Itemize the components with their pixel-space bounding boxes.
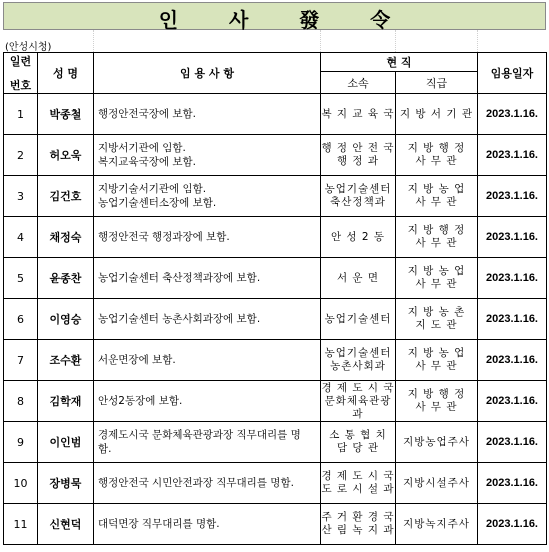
serial-number-cell: 2	[4, 135, 38, 176]
serial-number-cell: 11	[4, 504, 38, 545]
header-serial-a: 일련	[9, 55, 32, 68]
name-cell: 윤종찬	[38, 258, 94, 299]
date-cell: 2023.1.16.	[478, 258, 547, 299]
detail-line: 지방서기관에 임함.	[98, 142, 186, 154]
name-cell: 김건호	[38, 176, 94, 217]
aff-line: 농촌사회과	[330, 360, 386, 372]
rank-line: 지 방 행 정	[407, 388, 466, 400]
serial-number-cell: 6	[4, 299, 38, 340]
affiliation-cell	[321, 340, 396, 381]
affiliation-cell	[321, 258, 396, 299]
affiliation-cell	[321, 94, 396, 135]
detail-line: 함.	[98, 443, 112, 455]
table-row	[4, 94, 547, 135]
aff-line: 복 지 교 육 국	[321, 107, 395, 120]
rank-line: 지 방 농 업	[407, 347, 466, 359]
rank-line: 사 무 관	[415, 360, 458, 372]
date-cell: 2023.1.16.	[478, 422, 547, 463]
name-cell: 이인범	[38, 422, 94, 463]
header-rank: 직급	[396, 72, 478, 94]
serial-number-cell: 9	[4, 422, 38, 463]
name-cell: 채정숙	[38, 217, 94, 258]
detail-line: 행정안전국 시민안전과장 직무대리를 명함.	[98, 477, 294, 489]
rank-line: 사 무 관	[415, 278, 458, 290]
table-row	[4, 340, 547, 381]
detail-cell	[94, 504, 321, 545]
serial-number-cell: 5	[4, 258, 38, 299]
rank-cell	[396, 217, 478, 258]
rank-line: 지 방 서 기 관	[399, 107, 474, 120]
aff-line: 서 운 면	[336, 271, 380, 284]
aff-line: 담 당 관	[336, 442, 380, 454]
header-name: 성 명	[38, 53, 94, 94]
rank-line: 지 방 행 정	[407, 142, 466, 154]
detail-cell	[94, 340, 321, 381]
title-band	[3, 2, 546, 30]
table-row	[4, 381, 547, 422]
serial-number-cell: 3	[4, 176, 38, 217]
date-cell: 2023.1.16.	[478, 340, 547, 381]
rank-cell	[396, 340, 478, 381]
document-title: 인 사 發 令	[158, 8, 413, 32]
detail-line: 대덕면장 직무대리를 명함.	[98, 518, 220, 530]
rank-cell	[396, 135, 478, 176]
name-cell: 이영승	[38, 299, 94, 340]
rank-line: 지 도 관	[415, 319, 458, 331]
detail-cell	[94, 135, 321, 176]
aff-line: 도 로 시 설 과	[321, 483, 395, 495]
table-row	[4, 258, 547, 299]
affiliation-cell	[321, 176, 396, 217]
aff-line: 안 성 2 동	[330, 230, 386, 243]
rank-line: 지 방 행 정	[407, 224, 466, 236]
rank-cell	[396, 176, 478, 217]
header-date: 임용일자	[478, 53, 547, 94]
aff-line: 과	[352, 407, 364, 420]
detail-line: 행정안전국 행정과장에 보함.	[98, 231, 230, 243]
header-serial-b: 번호	[9, 79, 32, 92]
detail-cell	[94, 258, 321, 299]
detail-cell	[94, 176, 321, 217]
date-cell: 2023.1.16.	[478, 463, 547, 504]
appointment-table	[3, 52, 547, 545]
serial-number-cell: 1	[4, 94, 38, 135]
date-cell: 2023.1.16.	[478, 176, 547, 217]
name-cell: 김학재	[38, 381, 94, 422]
date-cell: 2023.1.16.	[478, 94, 547, 135]
detail-line: 행정안전국장에 보함.	[98, 108, 196, 120]
detail-line: 지방기술서기관에 임함.	[98, 183, 207, 195]
name-cell: 장병묵	[38, 463, 94, 504]
rank-line: 지 방 농 업	[407, 265, 466, 277]
table-row	[4, 217, 547, 258]
detail-cell	[94, 94, 321, 135]
aff-line: 농업기술센터	[324, 347, 392, 359]
aff-line: 경 제 도 시 국	[321, 470, 395, 482]
detail-cell	[94, 299, 321, 340]
aff-line: 문화체육관광	[324, 394, 392, 407]
header-serial-number	[4, 53, 38, 94]
table-row	[4, 299, 547, 340]
date-cell: 2023.1.16.	[478, 299, 547, 340]
affiliation-cell	[321, 299, 396, 340]
name-cell: 박종철	[38, 94, 94, 135]
detail-line: 농업기술센터 축산정책과장에 보함.	[98, 272, 261, 284]
aff-line: 행 정 과	[336, 155, 380, 167]
rank-cell	[396, 422, 478, 463]
detail-line: 복지교육국장에 보함.	[98, 156, 196, 168]
rank-line: 사 무 관	[415, 401, 458, 413]
rank-line: 지 방 농 촌	[407, 306, 466, 318]
affiliation-cell	[321, 135, 396, 176]
affiliation-cell	[321, 381, 396, 422]
rank-cell	[396, 299, 478, 340]
aff-line: 주 거 환 경 국	[321, 511, 395, 523]
detail-line: 농업기술센터 농촌사회과장에 보함.	[98, 313, 261, 325]
aff-line: 농업기술센터	[324, 183, 392, 195]
rank-line: 지 방 농 업	[407, 183, 466, 195]
detail-line: 농업기술센터소장에 보함.	[98, 197, 217, 209]
name-cell: 신현덕	[38, 504, 94, 545]
table-row	[4, 135, 547, 176]
detail-line: 안성2동장에 보함.	[98, 395, 183, 407]
detail-cell	[94, 381, 321, 422]
affiliation-cell	[321, 463, 396, 504]
aff-line: 경 제 도 시 국	[321, 381, 395, 394]
table-row	[4, 176, 547, 217]
rank-line: 지방농업주사	[403, 435, 470, 448]
header-detail: 임 용 사 항	[94, 53, 321, 94]
aff-line: 축산정책과	[330, 196, 386, 208]
rank-cell	[396, 381, 478, 422]
rank-line: 사 무 관	[415, 237, 458, 249]
name-cell: 조수환	[38, 340, 94, 381]
header-affiliation: 소속	[321, 72, 396, 94]
aff-line: 행 정 안 전 국	[321, 142, 395, 154]
organization-label: (안성시청)	[5, 42, 52, 53]
aff-line: 소 통 협 치	[329, 429, 387, 441]
rank-cell	[396, 94, 478, 135]
detail-cell	[94, 463, 321, 504]
date-cell: 2023.1.16.	[478, 381, 547, 422]
table-row	[4, 422, 547, 463]
rank-line: 사 무 관	[415, 196, 458, 208]
detail-line: 경제도시국 문화체육관광과장 직무대리를 명	[98, 429, 301, 441]
rank-cell	[396, 504, 478, 545]
aff-line: 산 림 녹 지 과	[321, 524, 395, 536]
date-cell: 2023.1.16.	[478, 217, 547, 258]
serial-number-cell: 7	[4, 340, 38, 381]
detail-cell	[94, 217, 321, 258]
affiliation-cell	[321, 217, 396, 258]
affiliation-cell	[321, 422, 396, 463]
serial-number-cell: 4	[4, 217, 38, 258]
table-row	[4, 463, 547, 504]
date-cell: 2023.1.16.	[478, 135, 547, 176]
rank-line: 지방녹지주사	[403, 517, 470, 530]
detail-line: 서운면장에 보함.	[98, 354, 176, 366]
detail-cell	[94, 422, 321, 463]
table-row	[4, 504, 547, 545]
rank-cell	[396, 463, 478, 504]
date-cell: 2023.1.16.	[478, 504, 547, 545]
serial-number-cell: 8	[4, 381, 38, 422]
serial-number-cell: 10	[4, 463, 38, 504]
rank-cell	[396, 258, 478, 299]
aff-line: 농업기술센터	[324, 312, 392, 325]
affiliation-cell	[321, 504, 396, 545]
rank-line: 지방시설주사	[403, 476, 470, 489]
table-body	[4, 94, 547, 545]
rank-line: 사 무 관	[415, 155, 458, 167]
header-current-position: 현 직	[321, 53, 478, 72]
name-cell: 허오욱	[38, 135, 94, 176]
